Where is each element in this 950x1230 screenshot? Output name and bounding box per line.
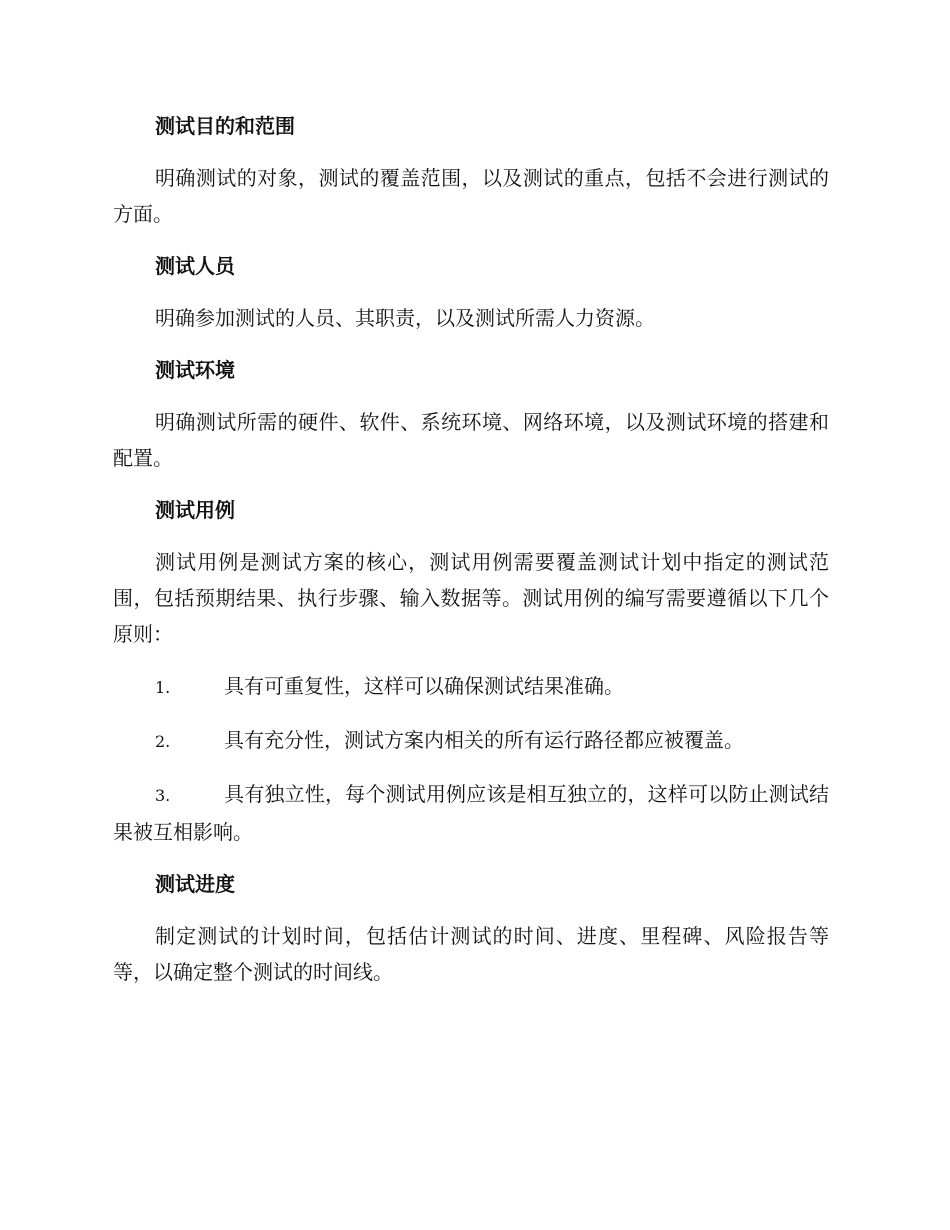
principle-text: 具有独立性，每个测试用例应该是相互独立的，这样可以防止测试结果被互相影响。 (113, 782, 829, 844)
principle-number: 1. (155, 678, 171, 697)
section-paragraph-environment: 明确测试所需的硬件、软件、系统环境、网络环境，以及测试环境的搭建和配置。 (113, 410, 829, 470)
section-paragraph-test-cases: 测试用例是测试方案的核心，测试用例需要覆盖测试计划中指定的测试范围，包括预期结果、执行步骤、输入数据等。测试用例的编写需要遵循以下几个原则： (113, 550, 829, 646)
section-heading-test-cases: 测试用例 (155, 498, 235, 522)
section-heading-environment: 测试环境 (155, 358, 235, 382)
section-paragraph-purpose-scope: 明确测试的对象，测试的覆盖范围，以及测试的重点，包括不会进行测试的方面。 (113, 166, 829, 226)
document-body (113, 108, 829, 1006)
section-heading-purpose-scope: 测试目的和范围 (155, 114, 295, 138)
section-heading-schedule: 测试进度 (155, 872, 235, 896)
section-paragraph-schedule: 制定测试的计划时间，包括估计测试的时间、进度、里程碑、风险报告等等，以确定整个测试的时间线。 (113, 924, 829, 984)
principle-number: 2. (155, 732, 171, 751)
section-paragraph-personnel: 明确参加测试的人员、其职责，以及测试所需人力资源。 (155, 306, 655, 330)
principle-item (113, 776, 829, 850)
principle-number: 3. (155, 786, 171, 805)
principle-text: 具有可重复性，这样可以确保测试结果准确。 (224, 674, 624, 698)
principle-text: 具有充分性，测试方案内相关的所有运行路径都应被覆盖。 (224, 728, 744, 752)
principle-item (113, 668, 829, 706)
section-heading-personnel: 测试人员 (155, 254, 235, 278)
principle-item (113, 722, 829, 760)
